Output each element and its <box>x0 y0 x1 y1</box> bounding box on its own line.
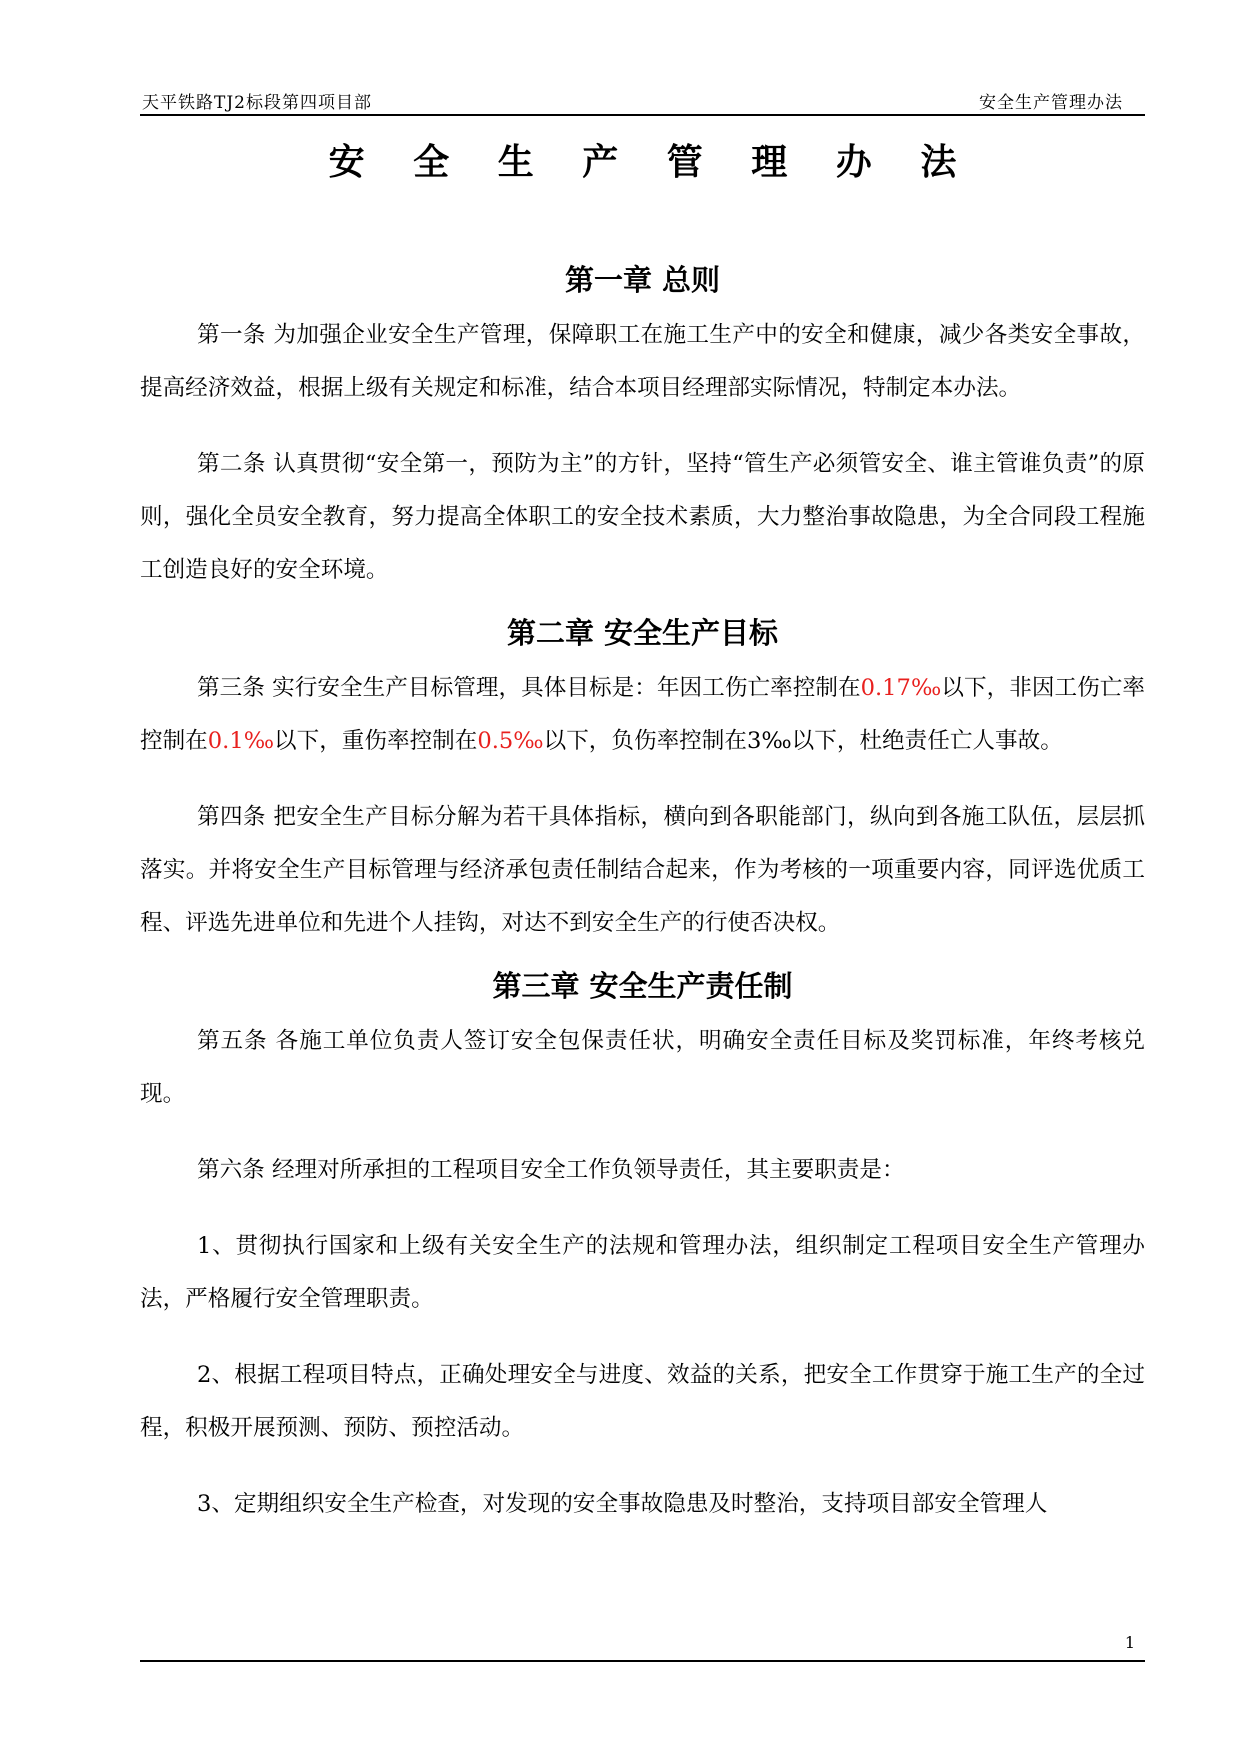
chapter-1-heading: 第一章 总则 <box>564 263 721 297</box>
chapter-3-heading: 第三章 安全生产责任制 <box>492 969 793 1003</box>
duty-item-2: 2、根据工程项目特点，正确处理安全与进度、效益的关系，把安全工作贯穿于施工生产的全过程，积极开展预测、预防、预控活动。 <box>140 1362 1145 1441</box>
serious-injury-rate-target: 0.5‰ <box>477 728 544 754</box>
fatality-rate-target: 0.17‰ <box>860 675 942 701</box>
article-3-text-4: 以下，负伤率控制在3‰以下，杜绝责任亡人事故。 <box>543 728 1063 754</box>
article-3-text-1: 第三条 实行安全生产目标管理，具体目标是：年因工伤亡率控制在 <box>197 675 861 701</box>
page-header <box>140 88 1145 116</box>
header-project-name: 天平铁路TJ2标段第四项目部 <box>142 93 372 113</box>
article-4: 第四条 把安全生产目标分解为若干具体指标，横向到各职能部门，纵向到各施工队伍，层层抓落实。并将安全生产目标管理与经济承包责任制结合起来，作为考核的一项重要内容，同评选优质工程、评选先进单位和先进个人挂钩，对达不到安全生产的行使否决权。 <box>140 804 1145 936</box>
article-5: 第五条 各施工单位负责人签订安全包保责任状，明确安全责任目标及奖罚标准，年终考核兑现。 <box>140 1028 1145 1107</box>
header-document-name: 安全生产管理办法 <box>979 93 1123 113</box>
article-3-text-2: 以下，非因工伤亡率控制在 <box>140 675 1146 754</box>
article-6: 第六条 经理对所承担的工程项目安全工作负领导责任，其主要职责是： <box>197 1157 905 1183</box>
article-2: 第二条 认真贯彻“安全第一，预防为主”的方针，坚持“管生产必须管安全、谁主管谁负责”的原则，强化全员安全教育，努力提高全体职工的安全技术素质，大力整治事故隐患，为全合同段工程施工创造良好的安全环境。 <box>140 451 1145 583</box>
page-number: 1 <box>1124 1633 1135 1652</box>
non-work-fatality-rate-target: 0.1‰ <box>207 728 275 754</box>
page-footer <box>140 1633 1145 1662</box>
chapter-2-heading: 第二章 安全生产目标 <box>506 616 779 650</box>
article-1: 第一条 为加强企业安全生产管理，保障职工在施工生产中的安全和健康，减少各类安全事故，提高经济效益，根据上级有关规定和标准，结合本项目经理部实际情况，特制定本办法。 <box>140 322 1145 401</box>
article-3-text-3: 以下，重伤率控制在 <box>274 728 478 754</box>
document-title: 安 全 生 产 管 理 办 法 <box>328 142 975 183</box>
duty-item-3: 3、定期组织安全生产检查，对发现的安全事故隐患及时整治，支持项目部安全管理人 <box>197 1491 1048 1517</box>
article-3 <box>140 662 1145 768</box>
duty-item-1: 1、贯彻执行国家和上级有关安全生产的法规和管理办法，组织制定工程项目安全生产管理办法，严格履行安全管理职责。 <box>140 1233 1145 1312</box>
document-body <box>140 260 1145 1531</box>
